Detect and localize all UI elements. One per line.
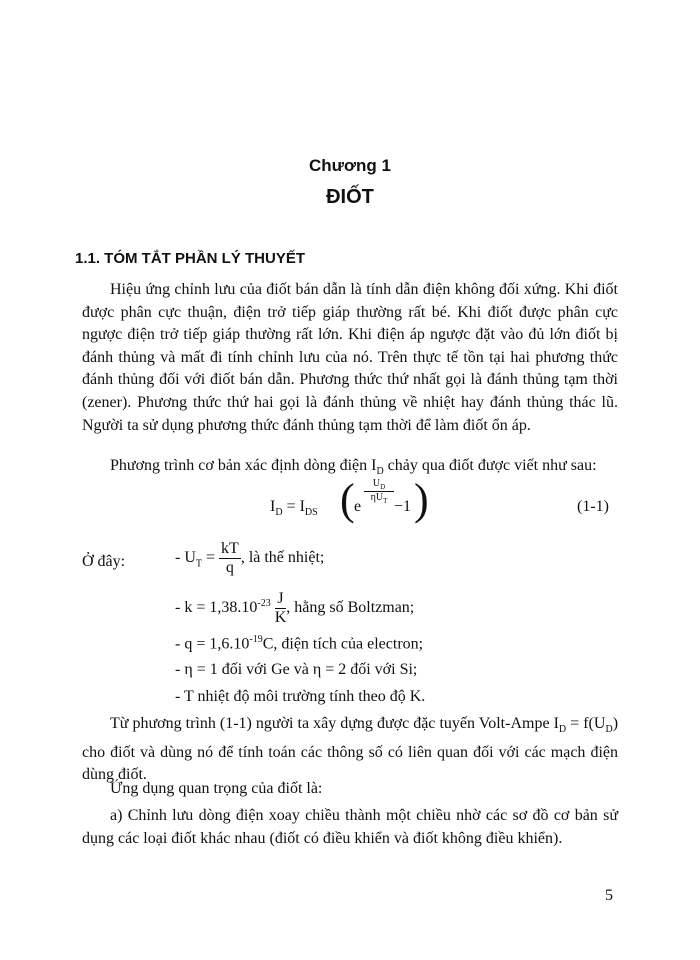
definition-charge: - $q = 1,6.10^{-19}C$, điện tích của electron; — [175, 634, 424, 653]
equation-number: (1-1) — [577, 498, 609, 515]
definitions-intro: Ở đây: — [82, 553, 126, 570]
diode-current-equation: $I_D = I_{DS}$ ( e $U_D$ $\eta U_T$ −1 ) — [270, 475, 429, 524]
chapter-title: ĐIỐT — [326, 186, 374, 208]
paragraph-diode-theory: Hiệu ứng chỉnh lưu của điốt bán dẫn là tính dẫn điện không đối xứng. Khi điốt được phân cực thuận, điện trở tiếp giáp thường rất bé. Khi điốt được phân cực ngược điện trở tiếp giáp thường rất lớn. Khi điện áp ngược đặt vào đủ lớn điốt bị đánh thủng và mất đi tính chỉnh lưu của nó. Trên thực tế tồn tại hai phương thức đánh thủng đối với điốt bán dẫn. Phương thức thứ nhất gọi là đánh thủng tạm thời (zener). Phương thức thứ hai gọi là đánh thủng về nhiệt hay đánh thủng thác lũ. Người ta sử dụng phương thức đánh thủng tạm thời để làm điốt ổn áp. — [82, 281, 618, 434]
definition-thermal-voltage: - $U_T$ = $\frac{kT}{q}$ , là thế nhiệt; — [175, 540, 325, 576]
paragraph-applications: Ứng dụng quan trọng của điốt là: — [110, 780, 323, 797]
definition-boltzmann: - $k = 1,38.10^{-23}$ $\frac{J}{K}$ , hằng số Boltzman; — [175, 590, 415, 626]
paragraph-equation-intro: Phương trình cơ bản xác định dòng điện $I_D$ chảy qua điốt được viết như sau: — [110, 457, 597, 478]
paragraph-volt-ampere: Từ phương trình (1-1) người ta xây dựng được đặc tuyến Volt-Ampe $I_D = f(U_D)$ cho điốt và dùng nó để tính toán các thông số có liên quan đối với các mạch điện dùng điốt. — [82, 715, 619, 784]
chapter-label: Chương 1 — [308, 156, 391, 175]
section-heading: 1.1. TÓM TẮT PHẦN LÝ THUYẾT — [75, 250, 306, 267]
page-number: 5 — [605, 887, 613, 904]
definition-eta: - η = 1 đối với Ge và η = 2 đối với Si; — [175, 661, 418, 678]
paragraph-rectification: a) Chỉnh lưu dòng điện xoay chiều thành một chiều nhờ các sơ đồ cơ bản sử dụng các loại điốt khác nhau (điốt có điều khiển và điốt không điều khiển). — [82, 807, 618, 847]
definition-temperature: - T nhiệt độ môi trường tính theo độ K. — [175, 688, 426, 705]
